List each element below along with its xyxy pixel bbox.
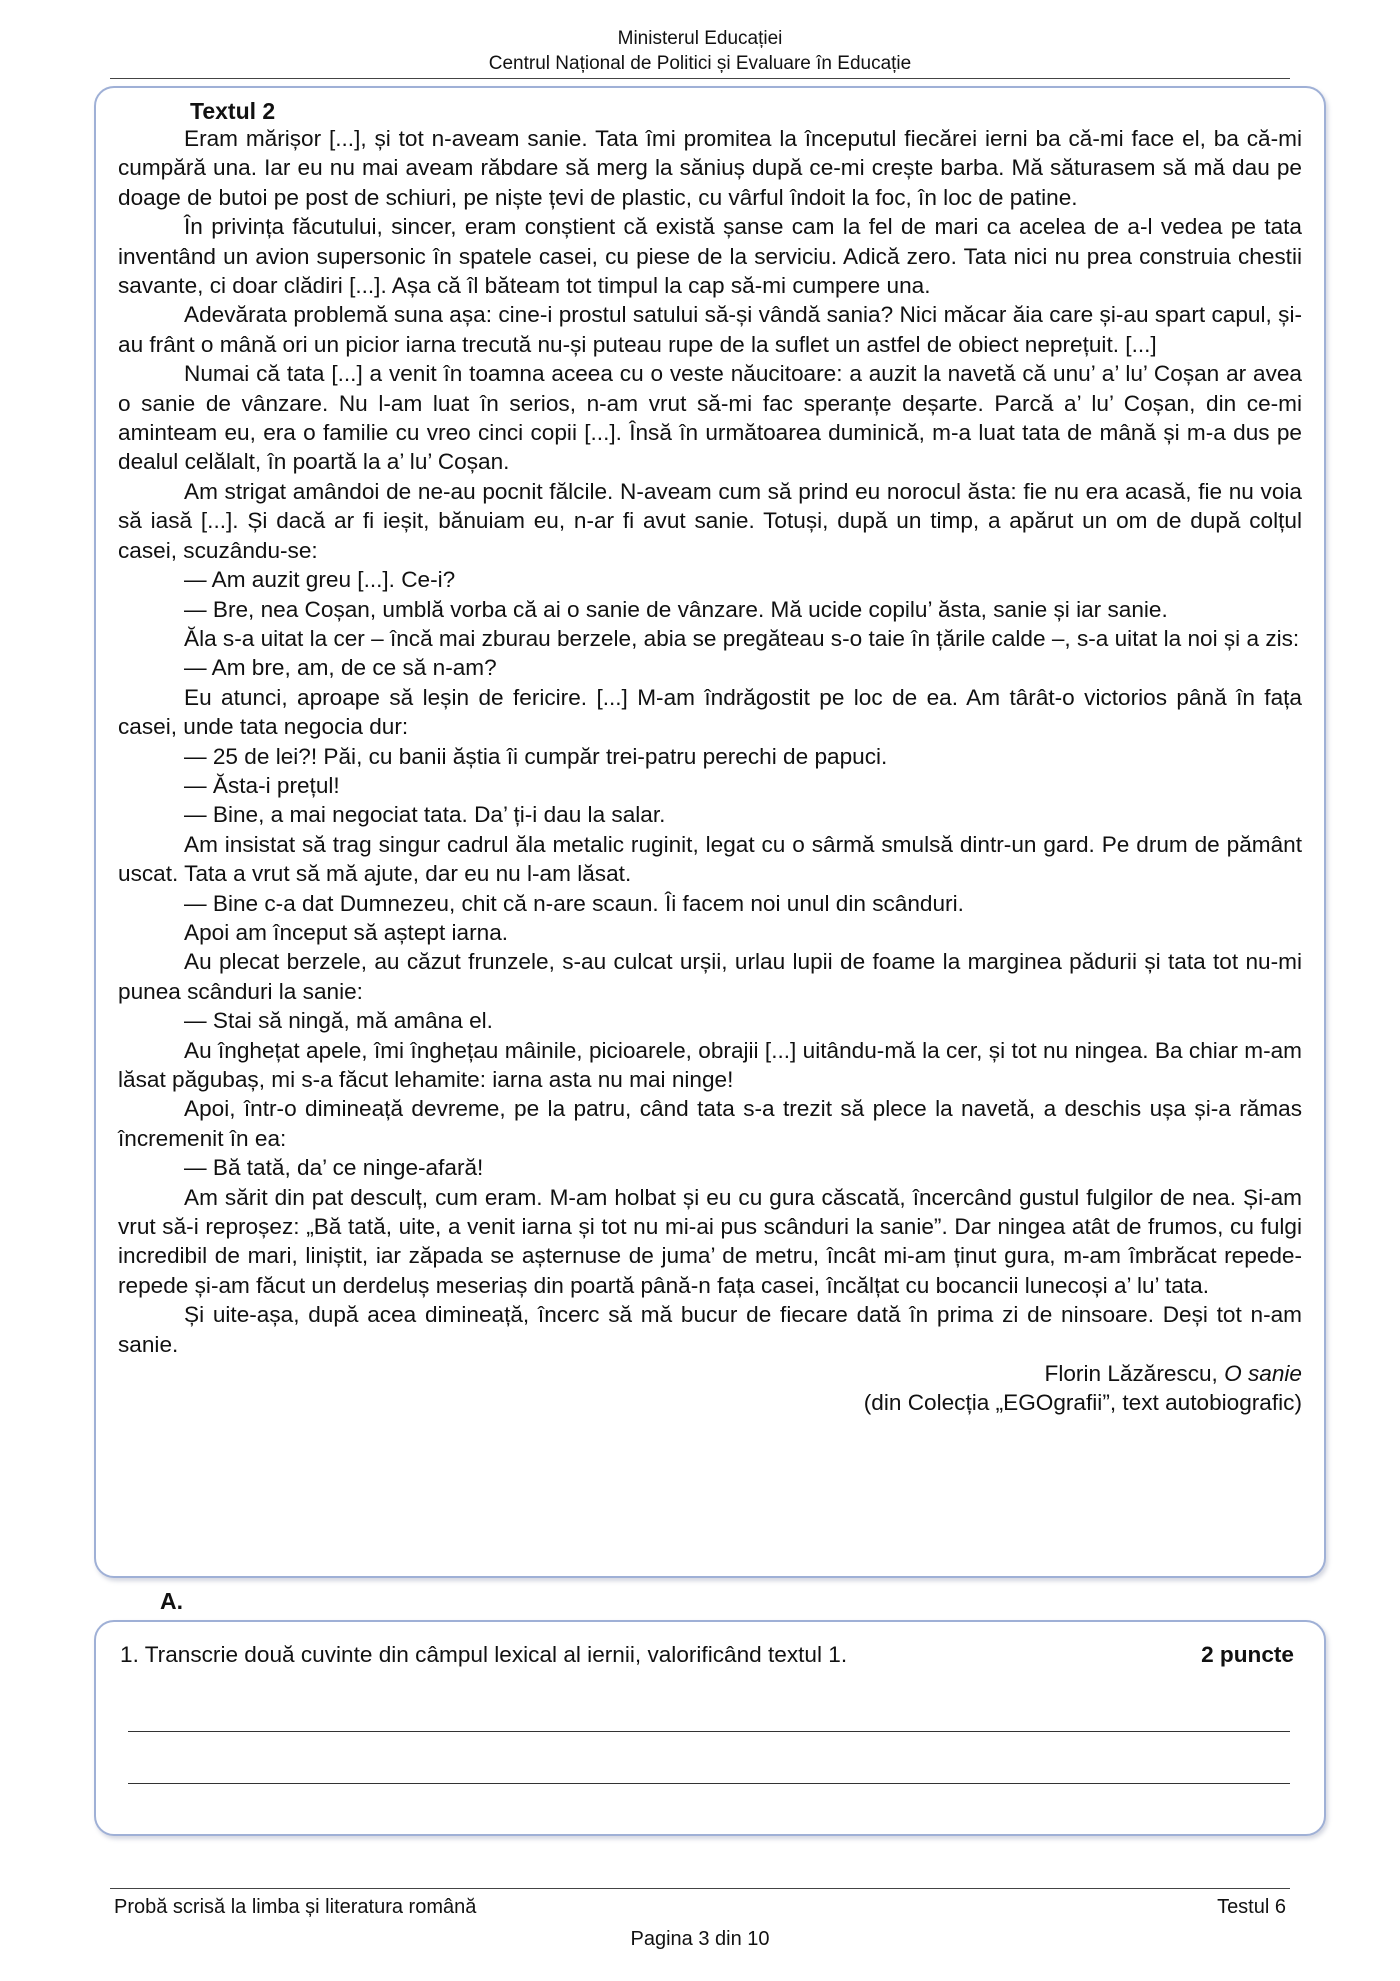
paragraph: Au înghețat apele, îmi înghețau mâinile, picioarele, obrajii [...] uitându-mă la cer, și tot nu ningea. Ba chiar m-am lăsat păgubaș, mi s-a făcut lehamite: iarna asta nu mai ninge! — [118, 1037, 1302, 1092]
footer-divider — [110, 1888, 1290, 1889]
paragraph: Am sărit din pat desculț, cum eram. M-am holbat și eu cu gura căscată, încercând gustul fulgilor de nea. Și-am vrut să-i reproșez: „Bă tată, uite, a venit iarna și tot nu mi-ai pus scânduri la sanie”. Dar ningea atât de frumos, cu fulgi incredibil de mari, liniștit, iar zăpada se așternuse de juma’ de metru, încât mi-am ținut gura, m-am îmbrăcat repede-repede și-am făcut un derdeluș meseriaș din poartă până-n fața casei, încălțat cu bocancii lunecoși a’ lu’ tata. — [118, 1184, 1302, 1298]
dialogue-line: — Bine, a mai negociat tata. Da’ ți-i dau la salar. — [184, 802, 666, 828]
text-2-box — [94, 86, 1326, 1578]
page-header — [0, 26, 1400, 76]
paragraph: Eu atunci, aproape să leșin de fericire. [...] M-am îndrăgostit pe loc de ea. Am târât-o victorios până în fața casei, unde tata negocia dur: — [118, 684, 1302, 740]
task-1-row — [118, 1642, 1294, 1668]
source-note: (din Colecția „EGOgrafii”, text autobiografic) — [863, 1390, 1302, 1416]
dialogue-line: — Bine c-a dat Dumnezeu, chit că n-are scaun. Îi facem noi unul din scânduri. — [184, 890, 964, 916]
paragraph: Au plecat berzele, au căzut frunzele, s-au culcat urșii, urlau lupii de foame la marginea pădurii și tata tot nu-mi punea scânduri la sanie: — [118, 949, 1302, 1004]
task-1-points: 2 puncte — [1201, 1642, 1294, 1667]
dialogue-line: — Stai să ningă, mă amâna el. — [184, 1008, 493, 1034]
header-divider — [110, 78, 1290, 79]
text-title: Textul 2 — [190, 98, 276, 124]
section-a-label: A. — [160, 1588, 183, 1614]
dialogue-line: — Am auzit greu [...]. Ce-i? — [184, 567, 456, 593]
task-1-box — [94, 1620, 1326, 1836]
paragraph: Adevărata problemă suna așa: cine-i prostul satului să-și vândă sania? Nici măcar ăia care și-au spart capul, și-au frânt o mână ori un picior iarna trecută nu-și puteau rupe de la suflet un astfel de obiect neprețuit. [...] — [118, 302, 1302, 357]
footer-test-number: Testul 6 — [1217, 1896, 1286, 1918]
paragraph: Și uite-așa, după acea dimineață, încerc să mă bucur de fiecare dată în prima zi de ninsoare. Deși tot n-am sanie. — [118, 1302, 1302, 1357]
header-center: Centrul Național de Politici și Evaluare în Educație — [488, 53, 912, 74]
footer-exam-name: Probă scrisă la limba și literatura română — [114, 1896, 477, 1918]
paragraph: Apoi am început să aștept iarna. — [184, 919, 509, 945]
dialogue-line: — Bă tată, da’ ce ninge-afară! — [184, 1155, 484, 1181]
dialogue-line: — Ăsta-i prețul! — [184, 772, 340, 798]
paragraph: Apoi, într-o dimineață devreme, pe la patru, când tata s-a trezit să plece la navetă, a deschis ușa și-a rămas încremenit în ea: — [118, 1096, 1302, 1151]
answer-line-1[interactable] — [128, 1731, 1290, 1732]
paragraph: Eram mărișor [...], și tot n-aveam sanie. Tata îmi promitea la începutul fiecărei ierni ba că-mi face el, ba că-mi cumpără una. Iar eu nu mai aveam răbdare să merg la săniuș după ce-mi crește barba. Mă săturasem să mă dau pe doage de butoi pe post de schiuri, pe niște țevi de plastic, cu vârful îndoit la foc, în loc de patine. — [118, 126, 1302, 210]
text-passage — [118, 124, 1302, 1418]
task-1-question: 1. Transcrie două cuvinte din câmpul lexical al iernii, valorificând textul 1. — [120, 1642, 848, 1667]
dialogue-line: — 25 de lei?! Păi, cu banii ăștia îi cumpăr trei-patru perechi de papuci. — [184, 743, 888, 769]
paragraph: Numai că tata [...] a venit în toamna aceea cu o veste năucitoare: a auzit la navetă că unu’ a’ lu’ Coșan ar avea o sanie de vânzare. Nu l-am luat în serios, n-am vrut să-mi fac speranțe deșarte. Parcă a’ lu’ Coșan, din ce-mi aminteam eu, era o familie cu vreo cinci copii [...]. Însă în următoarea duminică, m-a luat tata de mână și m-a dus pe dealul celălalt, în poartă la a’ lu’ Coșan. — [118, 361, 1302, 475]
source-author: Florin Lăzărescu, — [1044, 1361, 1225, 1387]
paragraph: În privința făcutului, sincer, eram conștient că există șanse cam la fel de mari ca acelea de a-l vedea pe tata inventând un avion supersonic în spatele casei, cu piese de la serviciu. Adică zero. Tata nici nu prea construia chestii savante, ci doar clădiri [...]. Așa că îl băteam tot timpul la cap să-mi cumpere una. — [118, 214, 1302, 299]
header-ministry: Ministerul Educației — [617, 28, 783, 49]
source-citation — [118, 1359, 1302, 1388]
paragraph: Am strigat amândoi de ne-au pocnit fălcile. N-aveam cum să prind eu norocul ăsta: fie nu era acasă, fie nu voia să iasă [...]. Și dacă ar fi ieșit, bănuiam eu, n-ar fi avut sanie. Totuși, după un timp, a apărut un om de după colțul casei, scuzându-se: — [118, 478, 1302, 563]
footer-page-number: Pagina 3 din 10 — [630, 1928, 770, 1950]
source-title: O sanie — [1224, 1361, 1302, 1387]
dialogue-line: — Am bre, am, de ce să n-am? — [184, 655, 497, 681]
paragraph: Am insistat să trag singur cadrul ăla metalic ruginit, legat cu o sârmă smulsă dintr-un gard. Pe drum de pământ uscat. Tata a vrut să mă ajute, dar eu nu l-am lăsat. — [118, 831, 1302, 887]
paragraph: Ăla s-a uitat la cer – încă mai zburau berzele, abia se pregăteau s-o taie în țările calde –, s-a uitat la noi și a zis: — [184, 625, 1300, 651]
dialogue-line: — Bre, nea Coșan, umblă vorba că ai o sanie de vânzare. Mă ucide copilu’ ăsta, sanie și iar sanie. — [184, 596, 1168, 622]
answer-line-2[interactable] — [128, 1783, 1290, 1784]
